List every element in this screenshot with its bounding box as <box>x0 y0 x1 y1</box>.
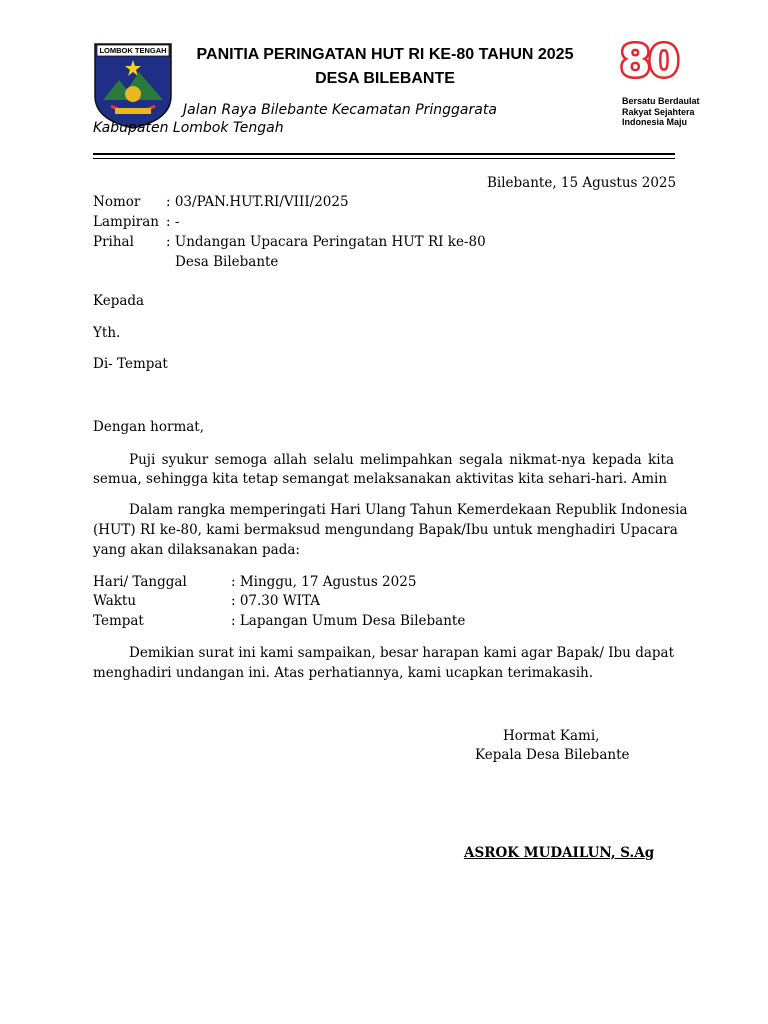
meta-value-lampiran: : - <box>166 214 180 230</box>
para1-line1: Puji syukur semoga allah selalu melimpahkan segala nikmat-nya kepada kita <box>129 452 674 468</box>
meta-label-lampiran: Lampiran <box>93 214 159 230</box>
signatory-name: ASROK MUDAILUN, S.Ag <box>464 845 655 861</box>
meta-label-nomor: Nomor <box>93 194 141 210</box>
place-date: Bilebante, 15 Agustus 2025 <box>487 175 677 191</box>
meta-value-prihal-continued: Desa Bilebante <box>175 254 279 270</box>
event-value-place: : Lapangan Umum Desa Bilebante <box>231 613 466 629</box>
meta-label-prihal: Prihal <box>93 234 134 250</box>
hut-80-number: 80 <box>620 36 678 87</box>
closing-title: Kepala Desa Bilebante <box>475 747 630 763</box>
recipient-yth: Yth. <box>93 325 121 341</box>
greeting: Dengan hormat, <box>93 419 205 435</box>
hut-tagline-3: Indonesia Maju <box>622 117 688 127</box>
header-rule-thin <box>93 158 675 159</box>
meta-value-prihal: : Undangan Upacara Peringatan HUT RI ke-80 <box>166 234 486 250</box>
hut-ri-80-logo <box>620 36 710 130</box>
event-value-time: : 07.30 WITA <box>231 593 321 609</box>
para3-line2: menghadiri undangan ini. Atas perhatiannya, kami ucapkan terimakasih. <box>93 665 594 681</box>
closing-hormat: Hormat Kami, <box>503 728 600 744</box>
header-address-line1: Jalan Raya Bilebante Kecamatan Pringgarata <box>183 102 497 118</box>
para3-line1: Demikian surat ini kami sampaikan, besar harapan kami agar Bapak/ Ibu dapat <box>129 645 674 661</box>
header-rule-thick <box>93 153 675 155</box>
para2-line1: Dalam rangka memperingati Hari Ulang Tahun Kemerdekaan Republik Indonesia <box>129 502 688 518</box>
header-address-line2: Kabupaten Lombok Tengah <box>93 120 284 136</box>
para1-line2: semua, sehingga kita tetap semangat melaksanakan aktivitas kita sehari-hari. Amin <box>93 471 668 487</box>
recipient-tempat: Di- Tempat <box>93 356 168 372</box>
hut-tagline-2: Rakyat Sejahtera <box>622 106 695 117</box>
meta-value-nomor: : 03/PAN.HUT.RI/VIII/2025 <box>166 194 349 210</box>
emblem-label: LOMBOK TENGAH <box>99 46 167 55</box>
recipient-kepada: Kepada <box>93 293 145 309</box>
event-label-date: Hari/ Tanggal <box>93 574 187 590</box>
para2-line2: (HUT) RI ke-80, kami bermaksud mengundang Bapak/Ibu untuk menghadiri Upacara <box>93 522 678 538</box>
event-label-time: Waktu <box>93 593 137 609</box>
event-value-date: : Minggu, 17 Agustus 2025 <box>231 574 417 590</box>
hut-tagline-1: Bersatu Berdaulat <box>622 96 700 106</box>
header-title-line1: PANITIA PERINGATAN HUT RI KE-80 TAHUN 2025 <box>196 46 574 63</box>
lombok-tengah-emblem <box>93 42 173 130</box>
header-title-line2: DESA BILEBANTE <box>315 70 455 87</box>
event-label-place: Tempat <box>93 613 144 629</box>
para2-line3: yang akan dilaksanakan pada: <box>93 542 300 558</box>
